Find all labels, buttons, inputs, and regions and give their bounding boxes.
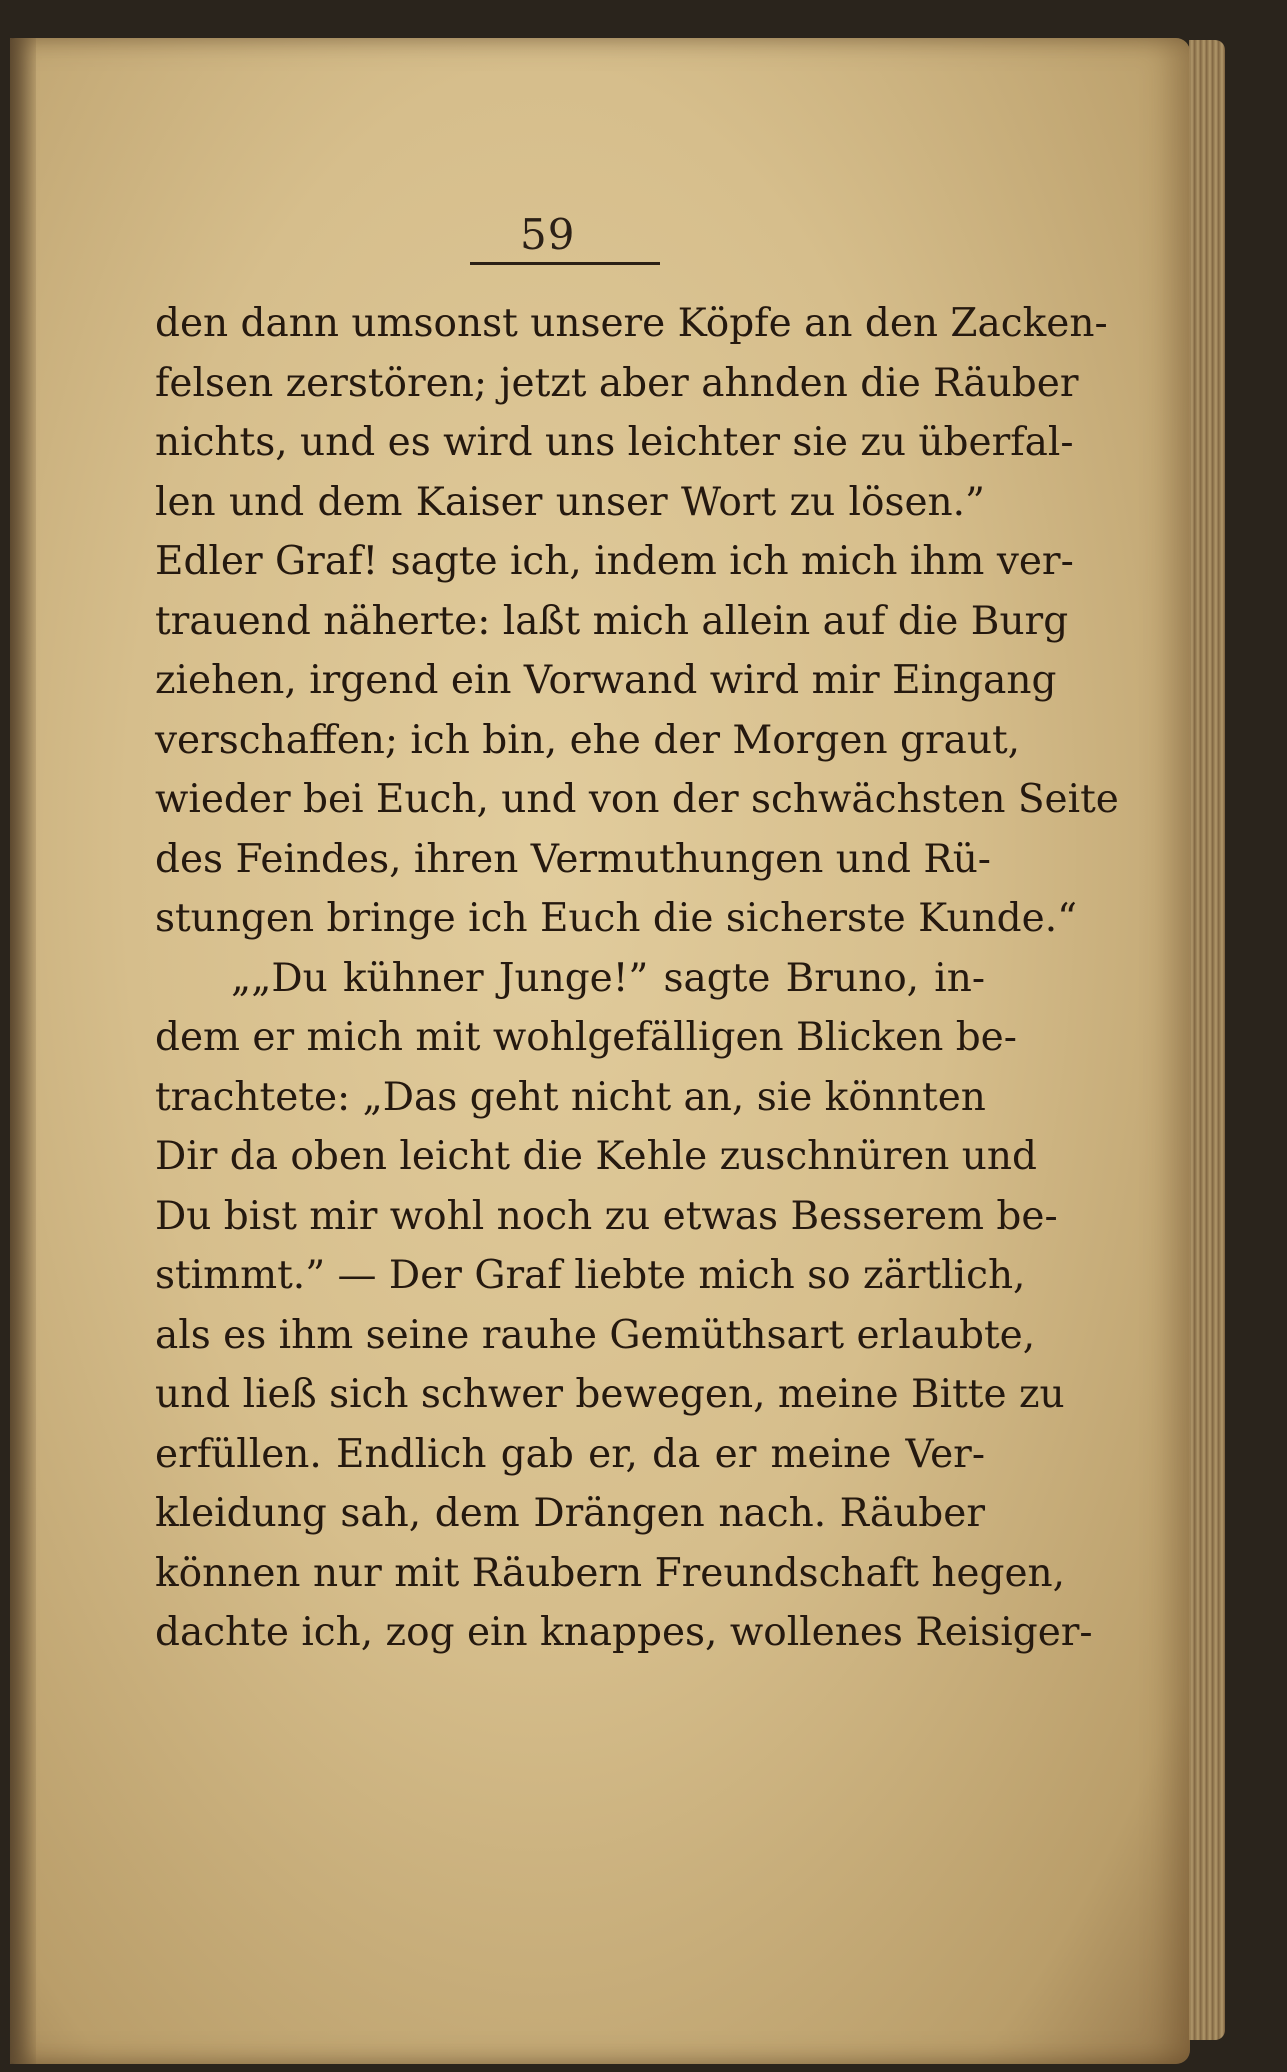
text-line: wieder bei Euch, und von der schwächsten Seite — [155, 777, 1119, 822]
page-number: 59 — [520, 210, 576, 259]
text-line: ziehen, irgend ein Vorwand wird mir Eingang — [155, 658, 1057, 703]
text-line: als es ihm seine rauhe Gemüthsart erlaubte, — [155, 1312, 1036, 1358]
binding-gutter — [10, 38, 36, 2064]
text-line: können nur mit Räubern Freundschaft hegen, — [155, 1550, 1066, 1596]
text-line: verschaffen; ich bin, ehe der Morgen graut, — [155, 717, 1021, 763]
text-line: stungen bringe ich Euch die sicherste Kunde.“ — [155, 896, 1078, 941]
text-line: dem er mich mit wohlgefälligen Blicken be- — [155, 1015, 1017, 1060]
text-line: den dann umsonst unsere Köpfe an den Zacken- — [155, 301, 1108, 346]
text-line: des Feindes, ihren Vermuthungen und Rü- — [155, 836, 991, 882]
text-line: „„Du kühner Junge!” sagte Bruno, in- — [231, 955, 985, 1001]
header-rule — [470, 262, 660, 265]
text-line: Edler Graf! sagte ich, indem ich mich ihm ver- — [155, 539, 1074, 584]
text-line: erfüllen. Endlich gab er, da er meine Ver- — [155, 1431, 985, 1477]
text-line: kleidung sah, dem Drängen nach. Räuber — [155, 1491, 985, 1536]
text-line: stimmt.” — Der Graf liebte mich so zärtlich, — [155, 1253, 1026, 1298]
text-line: und ließ sich schwer bewegen, meine Bitte zu — [155, 1372, 1065, 1417]
page-edges — [1189, 40, 1225, 2040]
text-line: Du bist mir wohl noch zu etwas Besserem be- — [155, 1193, 1058, 1239]
text-line: len und dem Kaiser unser Wort zu lösen.” — [155, 479, 985, 525]
text-line: trauend näherte: laßt mich allein auf die Burg — [155, 598, 1069, 644]
body-text — [155, 294, 1119, 1663]
text-line: felsen zerstören; jetzt aber ahnden die Räuber — [155, 360, 1079, 406]
text-line: dachte ich, zog ein knappes, wollenes Reisiger- — [155, 1610, 1093, 1655]
text-line: trachtete: „Das geht nicht an, sie könnten — [155, 1074, 986, 1120]
text-line: nichts, und es wird uns leichter sie zu überfal- — [155, 420, 1074, 465]
text-line: Dir da oben leicht die Kehle zuschnüren und — [155, 1134, 1037, 1179]
